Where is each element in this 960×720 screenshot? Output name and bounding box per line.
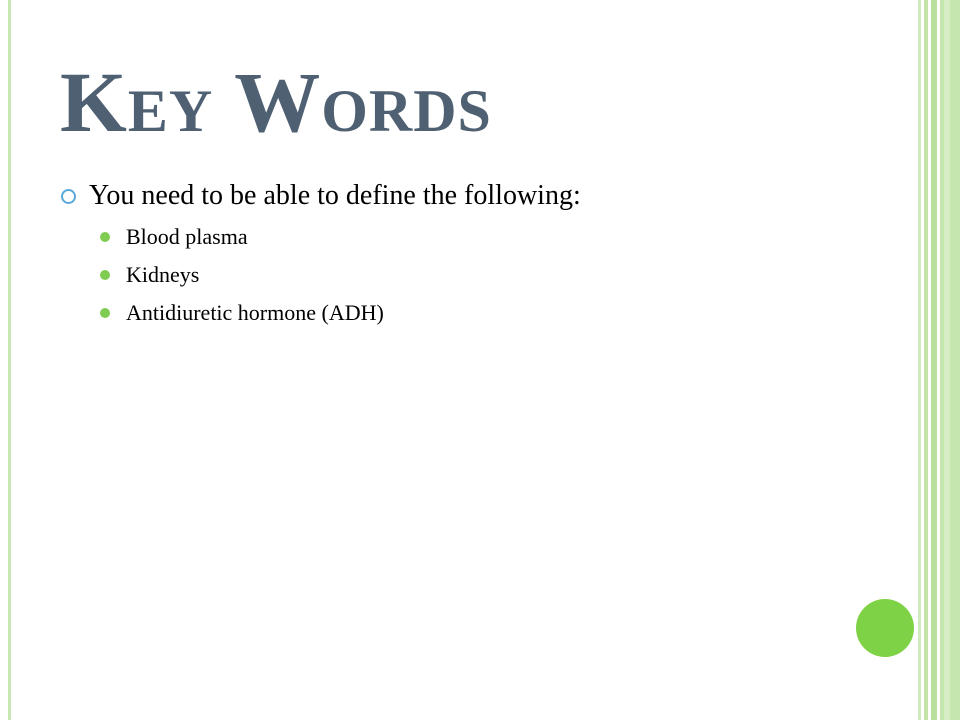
dot-bullet-icon bbox=[100, 308, 110, 318]
sub-point-text: Blood plasma bbox=[126, 224, 248, 249]
left-border-rule bbox=[8, 0, 11, 720]
right-decorative-band bbox=[940, 0, 960, 720]
sub-point-text: Antidiuretic hormone (ADH) bbox=[126, 300, 384, 325]
sub-point-text: Kidneys bbox=[126, 262, 200, 287]
dot-bullet-icon bbox=[100, 232, 110, 242]
right-decorative-stripe bbox=[931, 0, 937, 720]
bullet-level-1 bbox=[60, 176, 900, 216]
right-decorative-stripe bbox=[918, 0, 921, 720]
bullet-level-2 bbox=[60, 294, 900, 332]
ring-bullet-icon bbox=[61, 189, 76, 204]
bullet-level-2 bbox=[60, 256, 900, 294]
bullet-level-2 bbox=[60, 218, 900, 256]
right-decorative-stripe bbox=[944, 0, 950, 720]
dot-bullet-icon bbox=[100, 270, 110, 280]
slide-body bbox=[60, 176, 900, 332]
green-accent-circle bbox=[856, 599, 914, 657]
slide-title: Key Words bbox=[60, 54, 492, 150]
main-point-text: You need to be able to define the following: bbox=[89, 180, 581, 211]
right-decorative-stripe bbox=[924, 0, 928, 720]
